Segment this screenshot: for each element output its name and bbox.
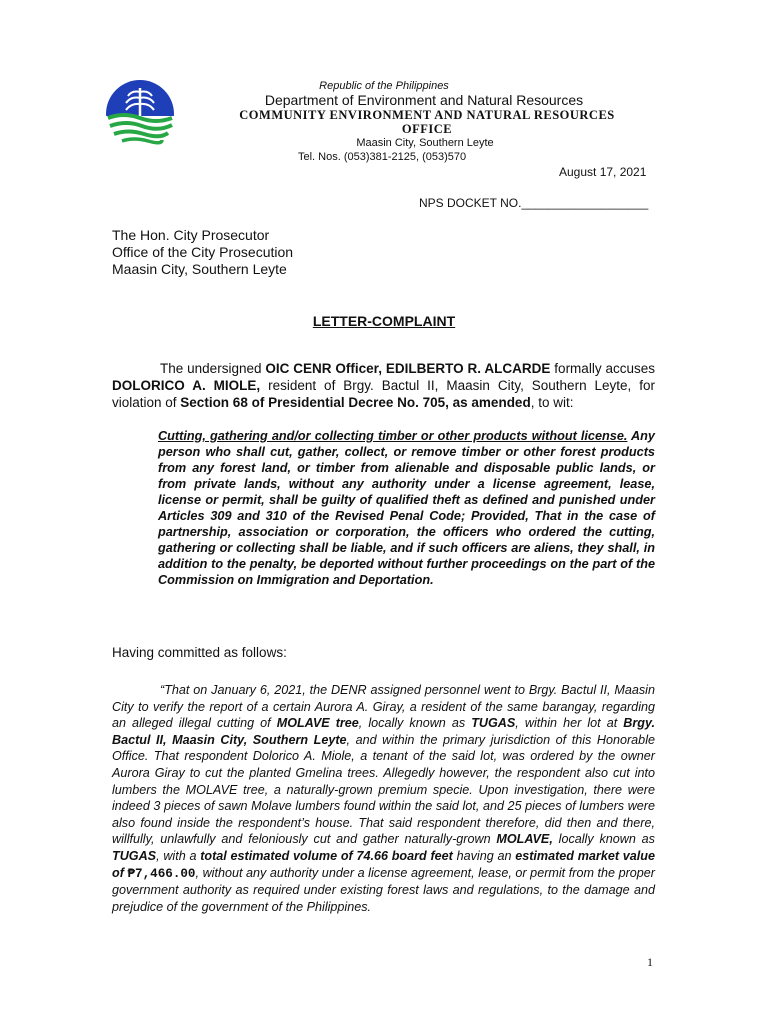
- addressee-line: Maasin City, Southern Leyte: [112, 261, 287, 277]
- telephone-numbers: Tel. Nos. (053)381-2125, (053)570: [298, 151, 467, 163]
- office-name: COMMUNITY ENVIRONMENT AND NATURAL RESOURCES OFFICE: [239, 108, 615, 136]
- docket-number: NPS DOCKET NO.___________________: [419, 196, 649, 210]
- department-name: Department of Environment and Natural Resources: [264, 92, 584, 108]
- office-address: Maasin City, Southern Leyte: [356, 137, 494, 149]
- document-title: LETTER-COMPLAINT: [312, 313, 456, 329]
- page-number: 1: [647, 955, 653, 969]
- addressee-line: Office of the City Prosecution: [112, 244, 294, 260]
- republic-line: Republic of the Philippines: [319, 80, 449, 92]
- quoted-law-body: Any person who shall cut, gather, collect, or remove timber or other forest products from any forest land, or timber from alienable and disposable public lands, or from private lands, without any authority under a license agreement, lease, license or permit, shall be guilty of qualified theft as defined and punished under Articles 309 and 310 of the Revised Penal Code; Provided, That in the case of partnership, association or corporation, the officers who ordered the cutting, gathering or collecting shall be liable, and if such officers are aliens, they shall, in addition to the penalty, be deported without further proceedings on the part of the Commission on Immigration and Deportation.: [158, 429, 655, 587]
- complainant-name: OIC CENR Officer, EDILBERTO R. ALCARDE: [265, 361, 551, 376]
- addressee-block: [112, 227, 293, 278]
- narrative-paragraph: “That on January 6, 2021, the DENR assigned personnel went to Brgy. Bactul II, Maasin City to verify the report of a certain Aurora A. Giray, a resident of the same barangay, regarding an alleged illegal cutting of MOLAVE tree, locally known as TUGAS, within her lot at Brgy. Bactul II, Maasin City, Southern Leyte, and within the primary jurisdiction of this Honorable Office. That respondent Dolorico A. Miole, a tenant of the said lot, was ordered by the owner Aurora Giray to cut the planted Gmelina trees. Allegedly however, the respondent also cut into lumbers the MOLAVE tree, a naturally-grown premium specie. Upon investigation, there were indeed 3 pieces of sawn Molave lumbers found within the said lot, and 25 pieces of lumbers were also found inside the respondent’s house. That said respondent therefore, did then and there, willfully, unlawfully and feloniously cut and gather naturally-grown MOLAVE, locally known as TUGAS, with a total estimated volume of 74.66 board feet having an estimated market value of ₱7,466.00, without any authority under a license agreement, lease, or permit from the proper government authority as required under existing forest laws and regulations, to the damage and prejudice of the government of the Philippines.: [112, 683, 655, 914]
- quoted-law-lead: Cutting, gathering and/or collecting timber or other products without license.: [158, 429, 628, 443]
- market-value-amount: ₱7,466.00: [127, 866, 196, 881]
- respondent-name: DOLORICO A. MIOLE,: [112, 378, 261, 393]
- opening-paragraph: The undersigned OIC CENR Officer, EDILBERTO R. ALCARDE formally accuses DOLORICO A. MIOLE, resident of Brgy. Bactul II, Maasin City, Southern Leyte, for violation of Section 68 of Presidential Decree No. 705, as amended, to wit:: [112, 361, 655, 410]
- law-citation: Section 68 of Presidential Decree No. 705, as amended: [180, 395, 531, 410]
- addressee-line: The Hon. City Prosecutor: [112, 227, 270, 243]
- committed-line: Having committed as follows:: [112, 645, 287, 660]
- letter-date: August 17, 2021: [559, 165, 647, 179]
- quoted-law: [158, 428, 655, 588]
